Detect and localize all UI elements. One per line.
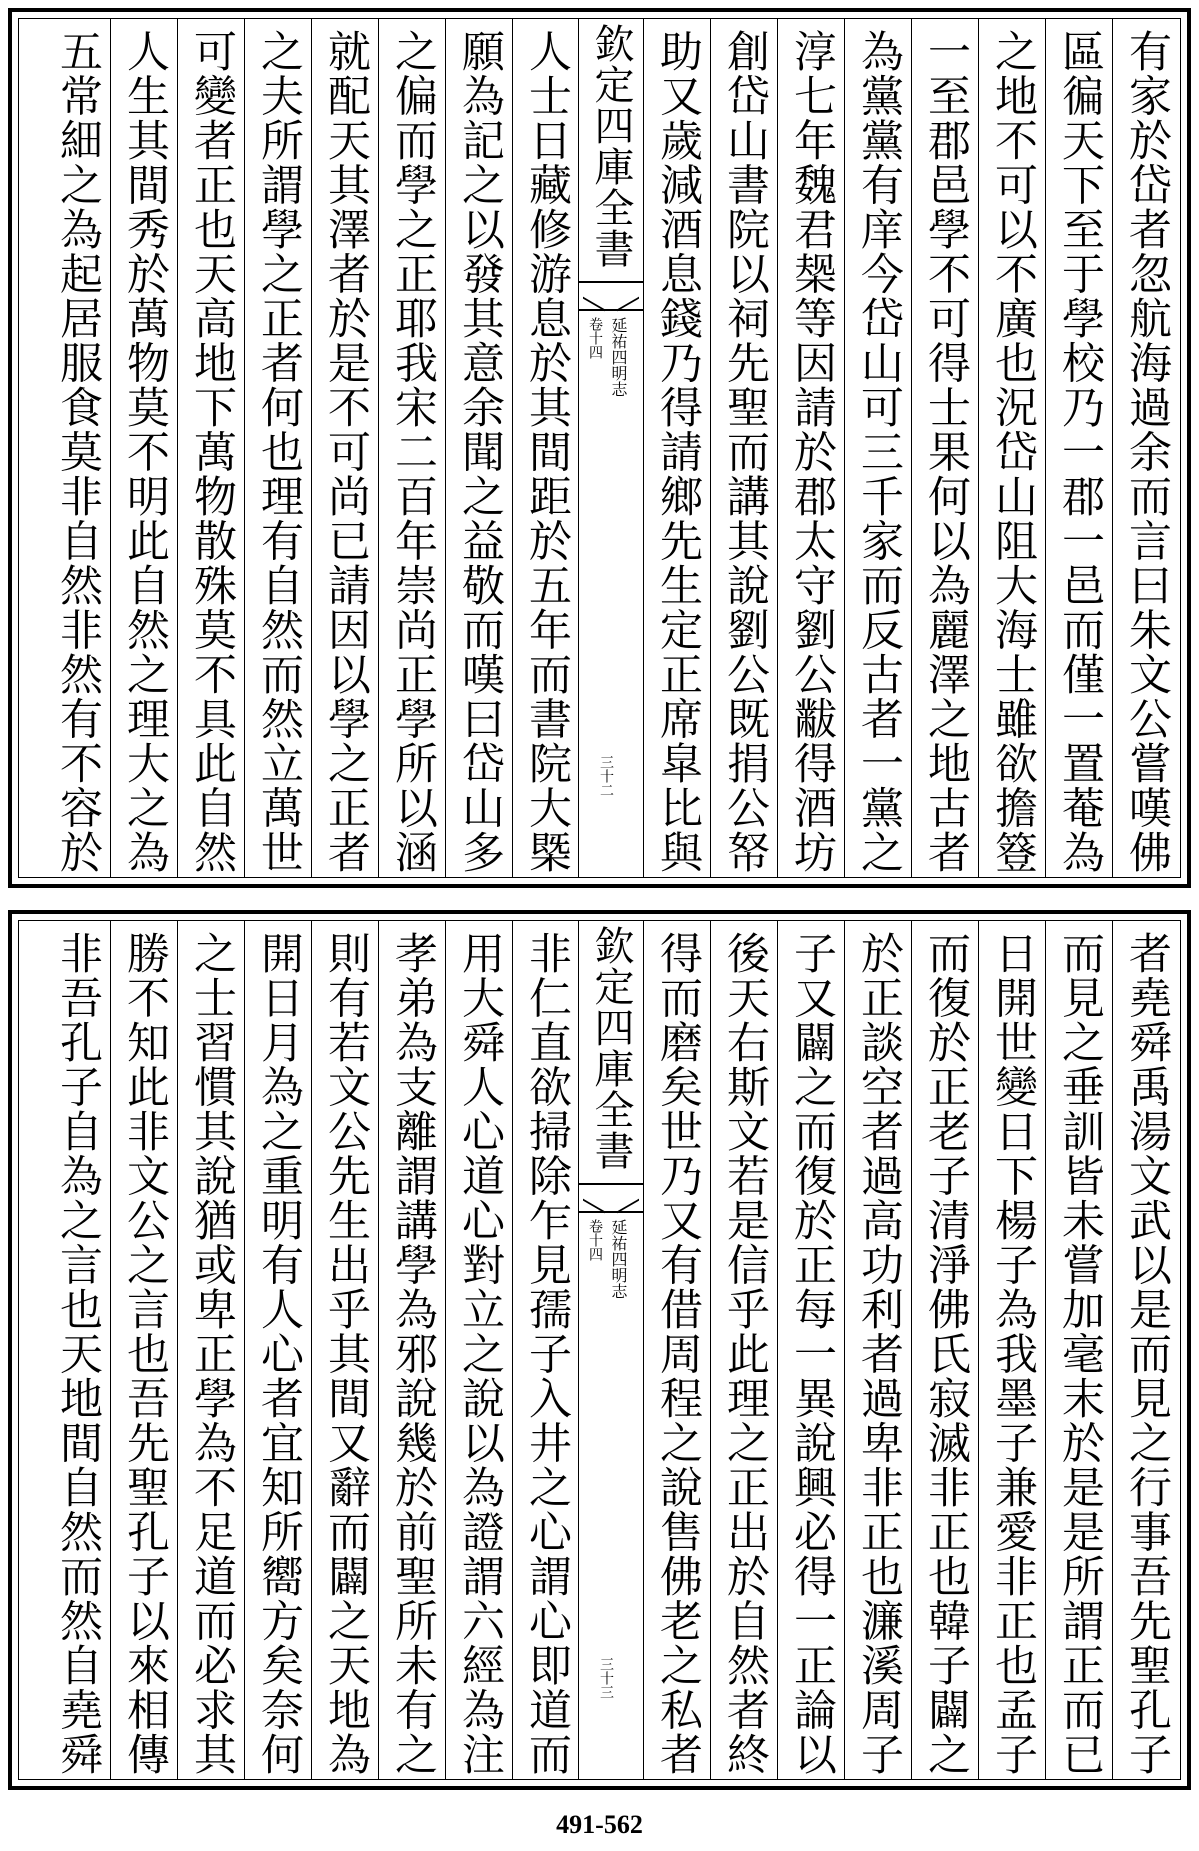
text-column: 創岱山書院以祠先聖而講其說劉公既捐公帑 (710, 19, 778, 877)
book-name: 延祐四明志 (609, 1219, 628, 1299)
text-column: 一至郡邑學不可得士果何以為麗澤之地古者 (911, 19, 979, 877)
text-frame (18, 18, 1181, 878)
text-column: 孝弟為支離謂講學為邪說幾於前聖所未有之 (378, 921, 446, 1779)
text-column: 而見之垂訓皆未嘗加毫末於是是所謂正而已 (1045, 921, 1113, 1779)
text-column: 者堯舜禹湯文武以是而見之行事吾先聖孔子 (1112, 921, 1180, 1779)
text-column: 區徧天下至于學校乃一郡一邑而僅一置菴為 (1045, 19, 1113, 877)
page-bottom (8, 910, 1191, 1790)
text-column: 可變者正也天高地下萬物散殊莫不具此自然 (177, 19, 245, 877)
page-top (8, 8, 1191, 888)
text-column: 勝不知此非文公之言也吾先聖孔子以來相傳 (110, 921, 178, 1779)
book-name: 延祐四明志 (609, 317, 628, 397)
text-frame (18, 920, 1181, 1780)
text-column: 後天右斯文若是信乎此理之正出於自然者終 (710, 921, 778, 1779)
center-fold (578, 921, 644, 1779)
header-title: 欽定四庫全書 (588, 23, 634, 269)
text-column: 子又闢之而復於正每一異說興必得一正論以 (777, 921, 845, 1779)
text-column: 非仁直欲掃除乍見孺子入井之心謂心即道而 (512, 921, 580, 1779)
text-column: 於正談空者過高功利者過卑非正也濂溪周子 (844, 921, 912, 1779)
text-column: 之偏而學之正耶我宋二百年崇尚正學所以涵 (378, 19, 446, 877)
page-number: 三十二 (598, 755, 614, 797)
fishtail-ornament-icon (579, 281, 643, 311)
text-column: 人生其間秀於萬物莫不明此自然之理大之為 (110, 19, 178, 877)
text-column: 則有若文公先生出乎其間又辭而闢之天地為 (311, 921, 379, 1779)
page-number: 三十三 (598, 1657, 614, 1699)
text-column: 人士日藏修游息於其間距於五年而書院大槩 (512, 19, 580, 877)
header-title: 欽定四庫全書 (588, 925, 634, 1171)
text-column: 之士習慣其說猶或卑正學為不足道而必求其 (177, 921, 245, 1779)
text-column: 之地不可以不廣也況岱山阻大海士雖欲擔簦 (978, 19, 1046, 877)
center-fold (578, 19, 644, 877)
text-column: 淳七年魏君椝等因請於郡太守劉公黻得酒坊 (777, 19, 845, 877)
text-column: 日開世變日下楊子為我墨子兼愛非正也孟子 (978, 921, 1046, 1779)
text-column: 助又歲減酒息錢乃得請鄉先生定正席皐比與 (643, 19, 711, 877)
text-column: 願為記之以發其意余聞之益敬而嘆曰岱山多 (445, 19, 513, 877)
text-column: 為黨黨有庠今岱山可三千家而反古者一黨之 (844, 19, 912, 877)
fishtail-ornament-icon (579, 1183, 643, 1213)
text-column: 得而磨矣世乃又有借周程之說售佛老之私者 (643, 921, 711, 1779)
text-column: 就配天其澤者於是不可尚已請因以學之正者 (311, 19, 379, 877)
text-column: 用大舜人心道心對立之說以為證謂六經為注 (445, 921, 513, 1779)
volume-label: 卷十四 (587, 1219, 603, 1261)
text-column: 五常細之為起居服食莫非自然非然有不容於 (53, 29, 103, 875)
text-column: 之夫所謂學之正者何也理有自然而然立萬世 (244, 19, 312, 877)
footer-code: 491-562 (556, 1810, 643, 1839)
text-column: 有家於岱者忽航海過余而言曰朱文公嘗嘆佛 (1112, 19, 1180, 877)
volume-label: 卷十四 (587, 317, 603, 359)
text-column: 開日月為之重明有人心者宜知所嚮方矣奈何 (244, 921, 312, 1779)
text-column: 而復於正老子清淨佛氏寂滅非正也韓子闢之 (911, 921, 979, 1779)
text-column: 非吾孔子自為之言也天地間自然而然自堯舜 (53, 931, 103, 1777)
